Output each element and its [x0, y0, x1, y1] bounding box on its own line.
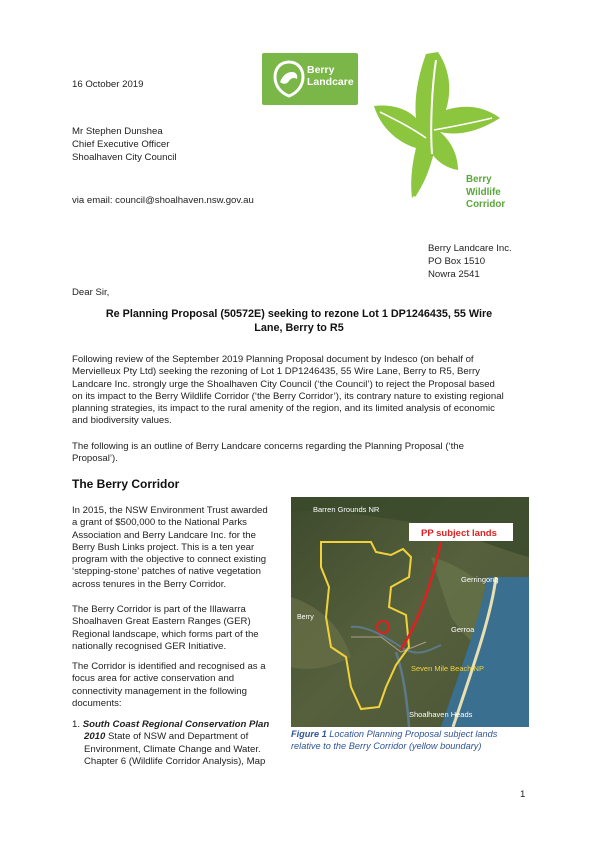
column-paragraph-3 — [72, 661, 282, 710]
gerringong-label: Gerringong — [461, 575, 499, 584]
intro-line: Mervielleux Pty Ltd) seeking the rezoning of Lot 1 DP1246435, 55 Wire Lane, Berry to R5, Berry — [72, 366, 480, 378]
recipient-org: Shoalhaven City Council — [72, 152, 177, 163]
col2-line: Regional landscape, which forms part of the — [72, 628, 259, 640]
letter-subject — [96, 308, 502, 335]
gerroa-label: Gerroa — [451, 625, 475, 634]
pp-subject-label: PP subject lands — [421, 528, 497, 539]
column-paragraph-1 — [72, 505, 282, 591]
recipient-name: Mr Stephen Dunshea — [72, 126, 163, 137]
via-email: via email: council@shoalhaven.nsw.gov.au — [72, 195, 254, 206]
list-bold-year: 2010 — [84, 731, 106, 743]
list-item — [72, 719, 286, 768]
caption-figure-number: Figure 1 — [291, 729, 327, 739]
sender-town: Nowra 2541 — [428, 269, 480, 280]
col1-line: across tenures in the Berry Corridor. — [72, 578, 227, 590]
list-rest: State of NSW and Department of — [105, 731, 249, 743]
col3-line: connectivity management in the following — [72, 685, 247, 697]
list-line-4: Chapter 6 (Wildlife Corridor Analysis), Map — [84, 755, 266, 767]
sender-name: Berry Landcare Inc. — [428, 243, 512, 254]
subject-line-2: Lane, Berry to R5 — [254, 321, 344, 334]
shoalhaven-heads-label: Shoalhaven Heads — [409, 710, 473, 719]
list-bold-title: South Coast Regional Conservation Plan — [82, 719, 270, 730]
section-heading-berry-corridor: The Berry Corridor — [72, 477, 180, 491]
intro-line: Following review of the September 2019 Planning Proposal document by Indesco (on behalf of — [72, 354, 474, 365]
barren-grounds-label: Barren Grounds NR — [313, 505, 380, 514]
corridor-label-line2: Wildlife — [466, 186, 501, 198]
berry-landcare-logo — [262, 53, 358, 105]
paragraph-intro — [72, 354, 528, 428]
figure-caption — [291, 729, 529, 753]
caption-text-1: Location Planning Proposal subject lands — [326, 729, 498, 739]
wildlife-corridor-label — [466, 174, 505, 212]
col3-line: documents: — [72, 697, 122, 709]
landcare-hand-icon — [272, 60, 306, 98]
salutation: Dear Sir, — [72, 287, 110, 298]
subject-line-1: Re Planning Proposal (50572E) seeking to rezone Lot 1 DP1246435, 55 Wire — [105, 308, 493, 320]
outline-line: Proposal’). — [72, 453, 118, 465]
col1-line: a grant of $500,000 to the National Parks — [72, 517, 247, 529]
col2-line: The Berry Corridor is part of the Illawarra — [72, 604, 246, 615]
col1-line: In 2015, the NSW Environment Trust awarded — [72, 505, 268, 516]
col1-line: Berry Bush Links project. This is a ten year — [72, 541, 255, 553]
col1-line: program with the objective to connect existing — [72, 554, 267, 566]
col2-line: nationally recognised GER Initiative. — [72, 640, 227, 652]
list-number: 1. — [72, 719, 81, 730]
intro-line: Landcare Inc. strongly urge the Shoalhaven City Council (‘the Council’) to reject the Proposal based — [72, 378, 495, 390]
col3-line: focus area for active conservation and — [72, 673, 235, 685]
berry-label: Berry — [297, 614, 314, 621]
intro-line: planning strategies, its impact to the rural amenity of the region, and its limited analysis of economic — [72, 403, 495, 415]
corridor-label-line3: Corridor — [466, 199, 506, 210]
page-number: 1 — [520, 789, 526, 800]
column-paragraph-2 — [72, 604, 282, 653]
outline-line: The following is an outline of Berry Landcare concerns regarding the Planning Proposal (‘the — [72, 441, 464, 452]
col2-line: Shoalhaven Great Eastern Ranges (GER) — [72, 616, 251, 628]
intro-line: on its impact to the Berry Wildlife Corridor (‘the Berry Corridor’), its contrary nature to existing regional — [72, 390, 504, 402]
seven-mile-label: Seven Mile Beach NP — [411, 664, 484, 673]
corridor-label-line1: Berry — [466, 174, 492, 185]
col1-line: ‘stepping-stone’ patches of native vegetation — [72, 566, 261, 578]
paragraph-outline — [72, 441, 528, 466]
list-line-3: Environment, Climate Change and Water. — [84, 743, 261, 755]
letter-date: 16 October 2019 — [72, 79, 144, 90]
landcare-logo-line1: Berry — [307, 64, 335, 76]
sender-box: PO Box 1510 — [428, 256, 486, 267]
landcare-logo-line2: Landcare — [307, 76, 354, 88]
col1-line: Association and Berry Landcare Inc. for the — [72, 529, 256, 541]
caption-text-2: relative to the Berry Corridor (yellow boundary) — [291, 740, 482, 751]
col3-line: The Corridor is identified and recognised as a — [72, 661, 266, 672]
location-map — [291, 497, 529, 727]
intro-line: and biodiversity values. — [72, 415, 172, 427]
recipient-title: Chief Executive Officer — [72, 139, 170, 150]
